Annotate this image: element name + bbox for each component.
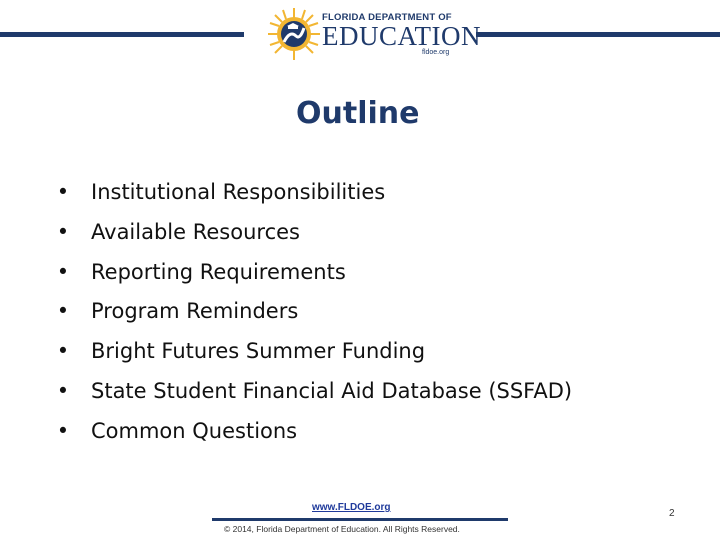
page-number: 2 — [669, 508, 675, 519]
bullet-dot: • — [56, 378, 70, 403]
bullet-dot: • — [56, 418, 70, 443]
bullet-dot: • — [56, 259, 70, 284]
footer-rule — [212, 518, 508, 521]
bullet-text: Available Resources — [91, 219, 300, 244]
footer-copyright: © 2014, Florida Department of Education. All Rights Reserved. — [224, 524, 460, 534]
bullet-dot: • — [56, 339, 70, 364]
header-rule-right — [476, 32, 720, 37]
logo-url: fldoe.org — [422, 49, 450, 56]
bullet-dot: • — [56, 219, 70, 244]
fldoe-logo — [262, 2, 481, 64]
bullet-text: Reporting Requirements — [91, 259, 346, 284]
sun-emblem-icon — [266, 6, 322, 62]
bullet-text: Institutional Responsibilities — [91, 180, 386, 204]
slide-title: Outline — [296, 96, 420, 131]
title-container — [296, 96, 419, 131]
logo-org-line: FLORIDA DEPARTMENT OF — [322, 12, 452, 23]
footer-website-link[interactable]: www.FLDOE.org — [312, 502, 391, 513]
logo-main-word: EDUCATION — [322, 21, 481, 51]
bullet-text: State Student Financial Aid Database (SSFAD) — [91, 378, 573, 403]
bullet-text: Bright Futures Summer Funding — [91, 339, 426, 364]
bullet-dot: • — [56, 180, 70, 204]
bullet-dot: • — [56, 299, 70, 324]
bullet-text: Program Reminders — [91, 299, 299, 324]
bullet-text: Common Questions — [91, 418, 298, 443]
header-rule-left — [0, 32, 244, 37]
